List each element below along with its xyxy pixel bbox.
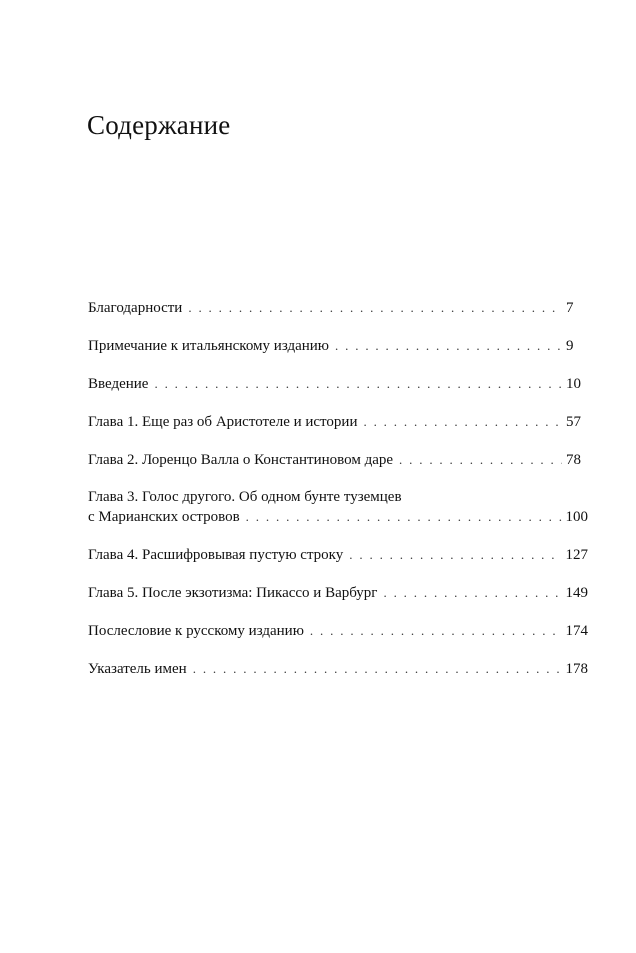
toc-entry-label: Глава 5. После экзотизма: Пикассо и Варбург — [88, 585, 378, 601]
toc-entry-russian-edition-afterword[interactable] — [88, 621, 588, 641]
toc-entry-label: Глава 2. Лоренцо Валла о Константиновом даре — [88, 452, 394, 468]
toc-page-number: 78 — [566, 452, 581, 468]
toc-entry-label: Благодарности — [88, 300, 183, 316]
toc-entry-chapter-5[interactable] — [88, 583, 588, 603]
toc-page-number: 57 — [566, 414, 581, 430]
toc-entry-chapter-1[interactable] — [88, 412, 588, 432]
toc-entry-label: Примечание к итальянскому изданию — [88, 338, 330, 354]
toc-page-number: 9 — [566, 338, 574, 354]
dot-leader — [335, 336, 562, 356]
toc-entry-label: с Марианских островов — [88, 509, 240, 525]
toc-page-number: 174 — [565, 623, 588, 639]
toc-entry-label: Послесловие к русскому изданию — [88, 623, 304, 639]
toc-entry-label: Глава 4. Расшифровывая пустую строку — [88, 547, 344, 563]
toc-page-number: 10 — [566, 376, 581, 392]
toc-page-number: 149 — [565, 585, 588, 601]
toc-entry-label: Глава 1. Еще раз об Аристотеле и истории — [88, 414, 358, 430]
toc-entry-italian-edition-note[interactable] — [88, 336, 588, 356]
toc-page-number: 100 — [565, 509, 588, 525]
toc-entry-introduction[interactable] — [88, 374, 588, 394]
toc-entry-label: Введение — [88, 376, 149, 392]
dot-leader — [154, 374, 562, 394]
toc-page-number: 127 — [565, 547, 588, 563]
toc-entry-label: Указатель имен — [88, 661, 187, 677]
toc-page-number: 178 — [565, 661, 588, 677]
page-title: Содержание — [87, 110, 231, 140]
dot-leader — [349, 545, 561, 565]
table-of-contents — [88, 298, 588, 697]
dot-leader — [193, 659, 562, 679]
dot-leader — [310, 621, 562, 641]
dot-leader — [399, 450, 562, 470]
toc-entry-chapter-4[interactable] — [88, 545, 588, 565]
toc-entry-name-index[interactable] — [88, 659, 588, 679]
dot-leader — [188, 298, 562, 318]
toc-entry-acknowledgements[interactable] — [88, 298, 588, 318]
dot-leader — [363, 412, 562, 432]
toc-entry-label-line1: Глава 3. Голос другого. Об одном бунте туземцев — [88, 489, 402, 505]
dot-leader — [246, 507, 562, 527]
dot-leader — [383, 583, 561, 603]
toc-entry-chapter-2[interactable] — [88, 450, 588, 470]
toc-page-number: 7 — [566, 300, 574, 316]
toc-entry-chapter-3[interactable] — [88, 488, 588, 527]
